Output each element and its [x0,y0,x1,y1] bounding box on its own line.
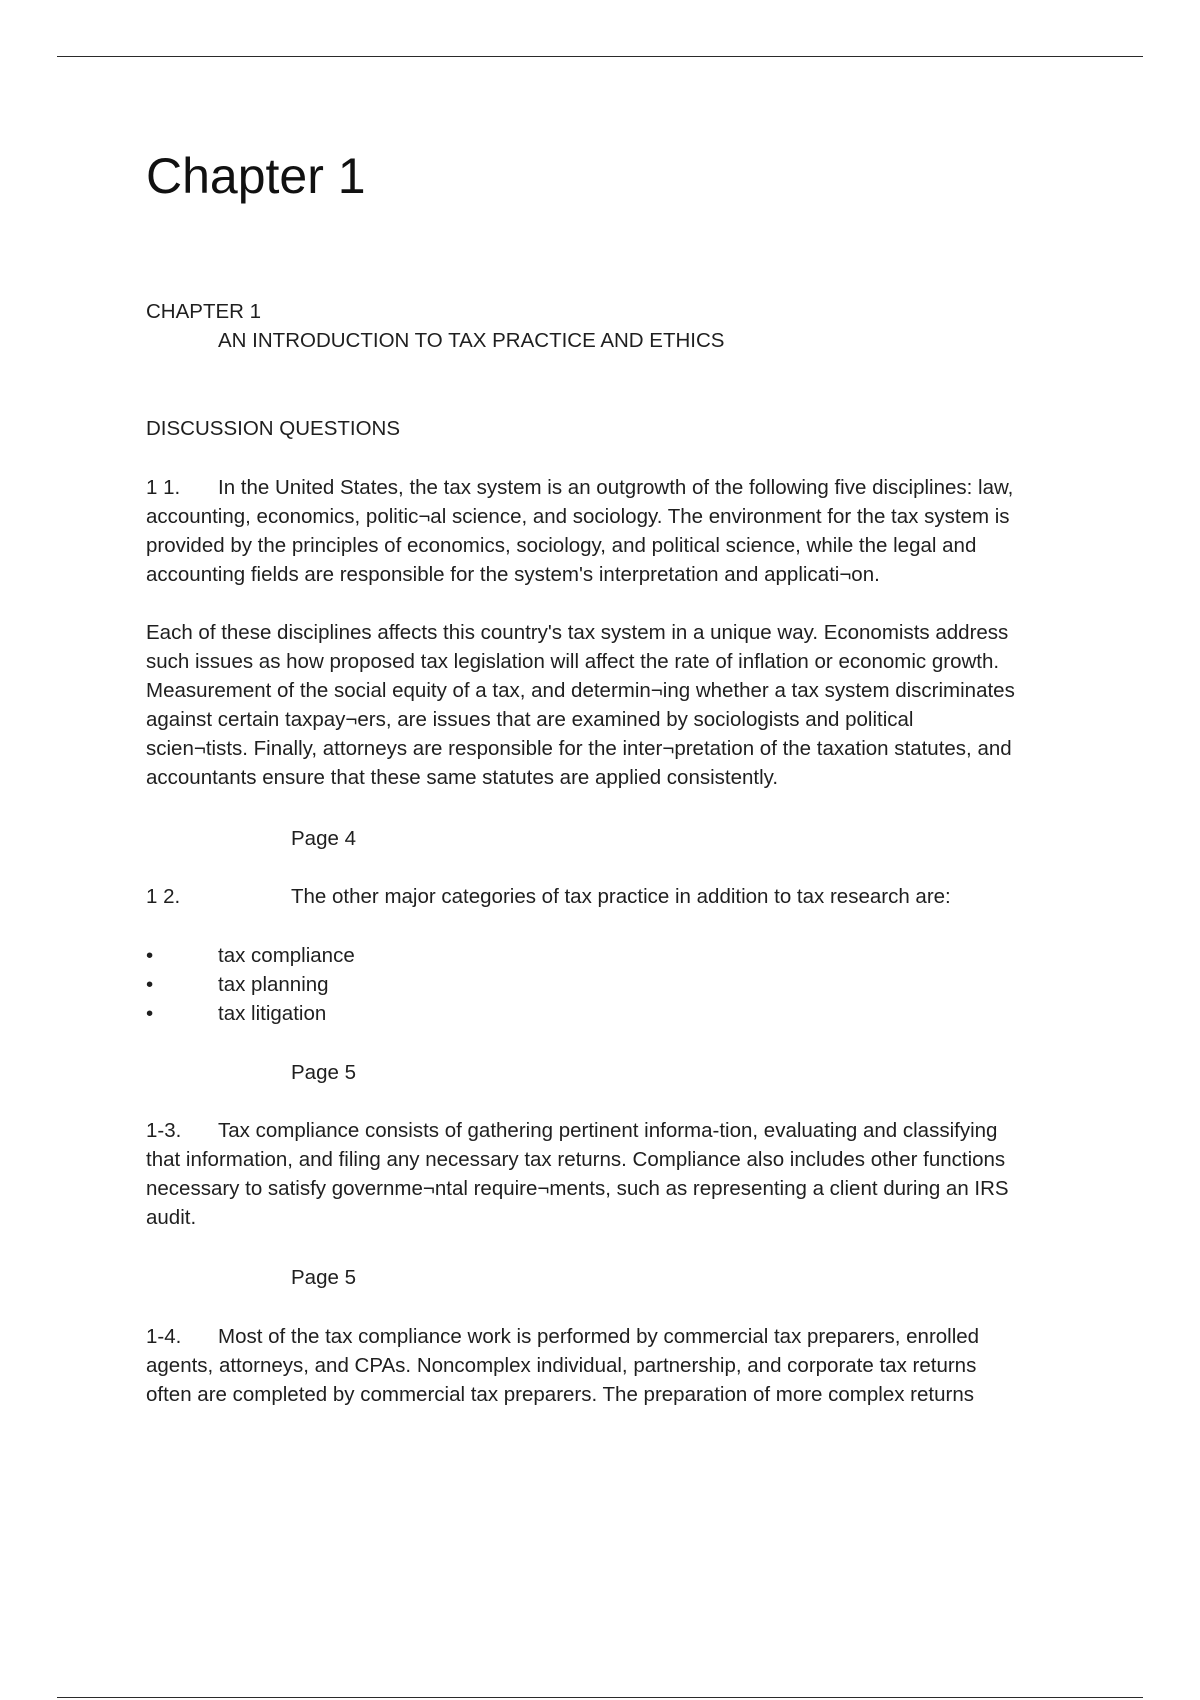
question-2 [146,882,951,911]
list-item [146,941,1106,970]
question-number: 1-4. [146,1325,182,1348]
question-text: The other major categories of tax practice in addition to tax research are: [291,885,951,908]
bullet-list [146,941,1106,1028]
paragraph-line: Each of these disciplines affects this country's tax system in a unique way. Economists address [146,621,1009,644]
question-text-line: often are completed by commercial tax preparers. The preparation of more complex returns [146,1383,974,1406]
question-text-line: necessary to satisfy governme¬ntal require¬ments, such as representing a client during an IRS [146,1177,1009,1200]
chapter-subtitle: AN INTRODUCTION TO TAX PRACTICE AND ETHICS [218,329,725,352]
question-1 [146,473,1106,589]
bullet-icon: • [146,944,154,967]
paragraph-line: against certain taxpay¬ers, are issues that are examined by sociologists and political [146,708,914,731]
question-4-first-line [146,1322,1106,1351]
top-rule [57,56,1143,57]
list-item-label: tax compliance [218,944,355,967]
question-4 [146,1322,1106,1409]
question-text-line: accounting fields are responsible for the system's interpretation and applicati¬on. [146,563,880,586]
question-text-line: agents, attorneys, and CPAs. Noncomplex individual, partnership, and corporate tax returns [146,1354,977,1377]
question-number: 1 1. [146,476,181,499]
question-text-line: Most of the tax compliance work is performed by commercial tax preparers, enrolled [218,1325,980,1348]
page-reference: Page 5 [291,1061,356,1084]
bullet-icon: • [146,973,154,996]
paragraph-line: Measurement of the social equity of a tax, and determin¬ing whether a tax system discriminates [146,679,1015,702]
question-text-line: that information, and filing any necessary tax returns. Compliance also includes other functions [146,1148,1006,1171]
question-3-first-line [146,1116,1106,1145]
bullet-icon: • [146,1002,154,1025]
question-text-line: In the United States, the tax system is an outgrowth of the following five disciplines: law, [218,476,1014,499]
question-text-line: audit. [146,1206,197,1229]
list-item-label: tax litigation [218,1002,327,1025]
question-1-paragraph-2 [146,618,1106,792]
question-text-line: accounting, economics, politic¬al science, and sociology. The environment for the tax system is [146,505,1010,528]
list-item [146,970,1106,999]
page-reference: Page 5 [291,1266,356,1289]
section-heading: DISCUSSION QUESTIONS [146,417,401,440]
list-item-label: tax planning [218,973,329,996]
list-item [146,999,1106,1028]
question-1-first-line [146,473,1106,502]
paragraph-line: accountants ensure that these same statutes are applied consistently. [146,766,779,789]
paragraph-line: such issues as how proposed tax legislation will affect the rate of inflation or economic growth. [146,650,1000,673]
page-reference: Page 4 [291,827,356,850]
chapter-label: CHAPTER 1 [146,300,262,323]
question-text-line: provided by the principles of economics, sociology, and political science, while the legal and [146,534,977,557]
paragraph-line: scien¬tists. Finally, attorneys are responsible for the inter¬pretation of the taxation statutes, and [146,737,1012,760]
question-number: 1 2. [146,885,181,908]
bottom-rule [57,1697,1143,1698]
question-3 [146,1116,1106,1232]
page-title: Chapter 1 [146,148,366,204]
question-number: 1-3. [146,1119,182,1142]
question-text-line: Tax compliance consists of gathering pertinent informa-tion, evaluating and classifying [218,1119,998,1142]
